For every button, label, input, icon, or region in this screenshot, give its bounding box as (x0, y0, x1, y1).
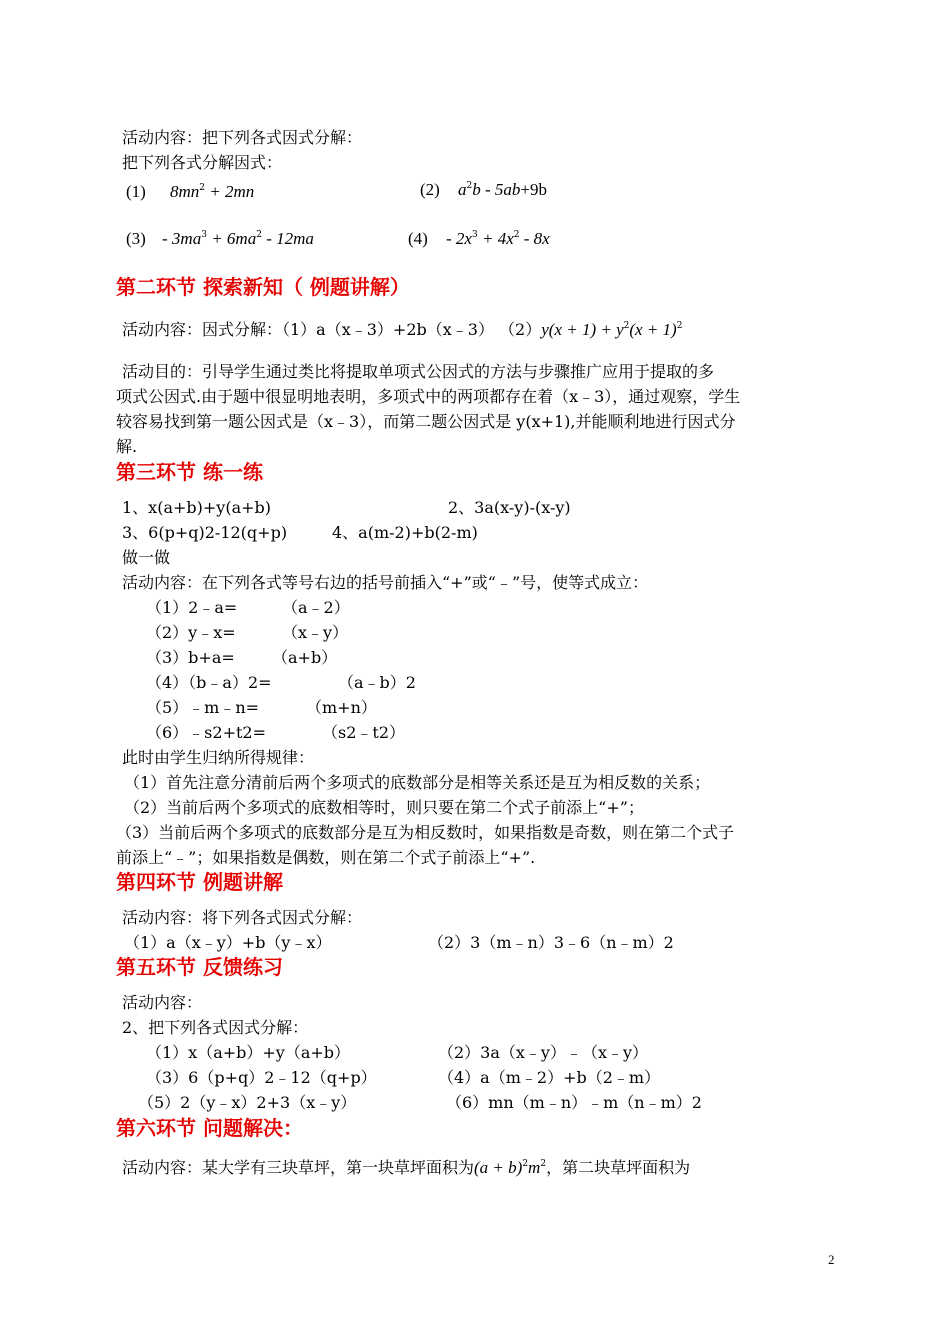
exercise-3 (126, 229, 314, 249)
sign-row-right: （a﹣2） (282, 598, 350, 617)
example-item: （1）a（x﹣y）+b（y﹣x） (124, 933, 332, 952)
practice-item: 4、a(m-2)+b(2-m) (332, 523, 478, 542)
section-heading-3: 第三环节 练一练 (116, 460, 263, 484)
math-expr: - 2x (446, 229, 472, 248)
sign-row-left: （6）﹣s2+t2= (146, 723, 266, 742)
exponent: 2 (540, 1159, 547, 1169)
exponent: 3 (471, 230, 478, 240)
math-expr: b - 5ab (472, 180, 521, 199)
feedback-item: （1）x（a+b）+y（a+b） (146, 1043, 351, 1062)
math-expr: - 8x (519, 229, 550, 248)
exercise-number: (3) (126, 229, 146, 248)
sign-row-right: （a﹣b）2 (338, 673, 416, 692)
exercise-number: (1) (126, 182, 146, 201)
exponent: 2 (676, 321, 683, 331)
feedback-item: （5）2（y﹣x）2+3（x﹣y） (138, 1093, 357, 1112)
section-heading-5: 第五环节 反馈练习 (116, 955, 283, 979)
math-expr: (a + b) (474, 1158, 523, 1177)
section-heading-2: 第二环节 探索新知（ 例题讲解） (116, 275, 410, 299)
example-item: （2）3（m﹣n）3﹣6（n﹣m）2 (428, 933, 674, 952)
math-expr: + 6ma (206, 229, 257, 248)
exercise-4 (408, 229, 550, 249)
sign-row-left: （4）（b﹣a）2= (146, 673, 272, 692)
feedback-item: （4）a（m﹣2）+b（2﹣m） (438, 1068, 661, 1087)
math-expr: a (458, 180, 467, 199)
sign-row-right: （s2﹣t2） (322, 723, 406, 742)
math-expr: - 3ma (162, 229, 202, 248)
purpose-line: 活动目的：引导学生通过类比将提取单项式公因式的方法与步骤推广应用于提取的多 (122, 362, 715, 381)
activity-content-line (122, 1158, 690, 1178)
rule-line: （3）当前后两个多项式的底数部分是互为相反数时，如果指数是奇数，则在第二个式子 (116, 823, 735, 842)
instruction-line: 2、把下列各式因式分解： (122, 1018, 309, 1037)
practice-item: 1、x(a+b)+y(a+b) (122, 498, 271, 517)
content-text: 活动内容：某大学有三块草坪，第一块草坪面积为 (122, 1158, 475, 1177)
content-text: ，第二块草坪面积为 (546, 1158, 691, 1177)
exponent: 2 (199, 183, 206, 193)
activity-content-line: 活动内容：在下列各式等号右边的括号前插入“+”或“﹣”号，使等式成立： (122, 573, 649, 592)
exponent: 2 (623, 321, 630, 331)
sign-row-left: （3）b+a= (146, 648, 235, 667)
rule-line: 前添上“﹣”；如果指数是偶数，则在第二个式子前添上“+”. (116, 848, 536, 867)
practice-item: 3、6(p+q)2-12(q+p) (122, 523, 288, 542)
activity-content-line: 活动内容：把下列各式因式分解： (122, 128, 363, 147)
exercise-1 (126, 182, 254, 202)
exponent: 2 (522, 1159, 529, 1169)
section-heading-6: 第六环节 问题解决： (116, 1116, 303, 1140)
instruction-line: 把下列各式分解因式： (122, 153, 283, 172)
exponent: 2 (466, 181, 473, 191)
rule-line: （1）首先注意分清前后两个多项式的底数部分是相等关系还是互为相反数的关系； (124, 773, 711, 792)
sign-row-left: （2）y﹣x= (146, 623, 236, 642)
math-expr: 8mn (170, 182, 200, 201)
exercise-number: (2) (420, 180, 440, 199)
exercise-2 (420, 180, 547, 200)
sign-row-right: （m+n） (306, 698, 377, 717)
exponent: 3 (201, 230, 207, 240)
purpose-line: 解. (116, 437, 138, 456)
content-text: 活动内容：因式分解：（1）a（x﹣3）+2b（x﹣3） （2） (122, 320, 542, 339)
exponent: 2 (513, 230, 520, 240)
math-expr: + 2mn (205, 182, 255, 201)
activity-content-line: 活动内容：将下列各式因式分解： (122, 908, 363, 927)
exponent: 2 (256, 230, 262, 240)
section-heading-4: 第四环节 例题讲解 (116, 870, 283, 894)
math-expr: + 4x (477, 229, 514, 248)
feedback-item: （3）6（p+q）2﹣12（q+p） (146, 1068, 377, 1087)
purpose-line: 项式公因式.由于题中很显明地表明，多项式中的两项都存在着（x﹣3），通过观察，学生 (116, 387, 741, 406)
page-number: 2 (828, 1252, 835, 1267)
sign-row-left: （1）2﹣a= (146, 598, 238, 617)
math-expr: m (528, 1158, 541, 1177)
subheading: 做一做 (122, 548, 171, 567)
exercise-number: (4) (408, 229, 428, 248)
feedback-item: （6）mn（m﹣n）﹣m（n﹣m）2 (446, 1093, 702, 1112)
activity-content-line (122, 320, 682, 340)
math-expr: +9b (520, 180, 548, 199)
activity-content-line: 活动内容： (122, 993, 203, 1012)
sign-row-right: （x﹣y） (282, 623, 349, 642)
feedback-item: （2）3a（x﹣y）﹣（x﹣y） (438, 1043, 649, 1062)
practice-item: 2、3a(x-y)-(x-y) (448, 498, 571, 517)
math-expr: (x + 1) (629, 320, 677, 339)
math-expr: y(x + 1) + y (541, 320, 624, 339)
sign-row-left: （5）﹣m﹣n= (146, 698, 260, 717)
rule-line: （2）当前后两个多项式的底数相等时，则只要在第二个式子前添上“+”； (124, 798, 644, 817)
math-expr: - 12ma (261, 229, 314, 248)
rule-intro: 此时由学生归纳所得规律： (122, 748, 315, 767)
sign-row-right: （a+b） (272, 648, 338, 667)
purpose-line: 较容易找到第一题公因式是（x﹣3），而第二题公因式是 y(x+1),并能顺利地进行因式分 (116, 412, 736, 431)
